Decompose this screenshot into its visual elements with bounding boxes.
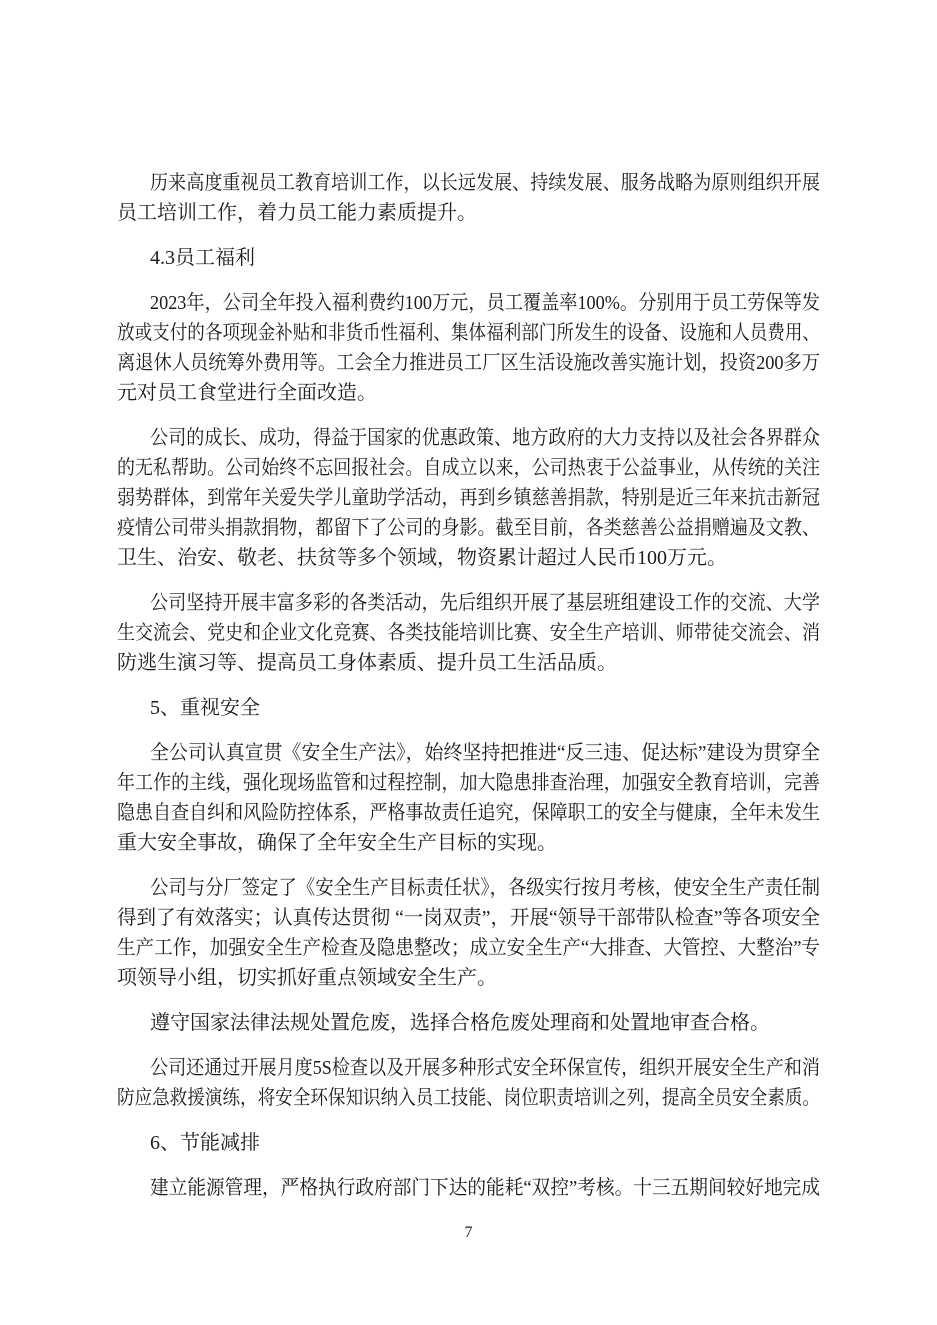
text-line xyxy=(117,198,820,228)
para-welfare-2023 xyxy=(117,288,820,408)
heading-text: 5、重视安全 xyxy=(150,697,260,719)
para-safety-responsibility xyxy=(117,873,820,993)
text-line xyxy=(117,543,820,573)
text-line-content: 离退休人员统筹外费用等。工会全力推进员工厂区生活设施改善实施计划，投资200多万 xyxy=(117,352,820,374)
text-line xyxy=(117,1008,820,1038)
para-safety-law xyxy=(117,738,820,858)
para-activities xyxy=(117,588,820,678)
text-line-content: 生交流会、党史和企业文化竞赛、各类技能培训比赛、安全生产培训、师带徒交流会、消 xyxy=(117,622,820,644)
text-line-content: 公司的成长、成功，得益于国家的优惠政策、地方政府的大力支持以及社会各界群众 xyxy=(150,427,820,449)
text-line xyxy=(117,588,820,618)
text-line-content: 项领导小组，切实抓好重点领域安全生产。 xyxy=(117,967,497,989)
text-line-content: 弱势群体，到常年关爱失学儿童助学活动，再到乡镇慈善捐款，特别是近三年来抗击新冠 xyxy=(117,487,820,509)
text-line xyxy=(117,168,820,198)
para-5s-inspection xyxy=(117,1053,820,1113)
text-line-content: 隐患自查自纠和风险防控体系，严格事故责任追究，保障职工的安全与健康，全年未发生 xyxy=(117,802,820,824)
para-hazardous-waste xyxy=(117,1008,820,1038)
text-line xyxy=(117,1083,820,1113)
text-line xyxy=(117,798,820,828)
heading-5-safety xyxy=(117,693,820,723)
text-line-content: 员工培训工作，着力员工能力素质提升。 xyxy=(117,202,477,224)
text-line-content: 重大安全事故，确保了全年安全生产目标的实现。 xyxy=(117,832,557,854)
text-line xyxy=(117,453,820,483)
text-line xyxy=(117,738,820,768)
text-line xyxy=(117,513,820,543)
text-line-content: 卫生、治安、敬老、扶贫等多个领域，物资累计超过人民币100万元。 xyxy=(117,547,727,569)
text-line-content: 元对员工食堂进行全面改造。 xyxy=(117,382,377,404)
text-line xyxy=(117,618,820,648)
text-line xyxy=(117,1173,820,1203)
text-line-content: 防应急救援演练，将安全环保知识纳入员工技能、岗位职责培训之列，提高全员安全素质。 xyxy=(117,1087,820,1109)
text-line xyxy=(117,768,820,798)
text-line-content: 疫情公司带头捐款捐物，都留下了公司的身影。截至目前，各类慈善公益捐赠遍及文教、 xyxy=(117,517,820,539)
text-line-content: 建立能源管理，严格执行政府部门下达的能耗“双控”考核。十三五期间较好地完成 xyxy=(150,1177,820,1199)
text-line-content: 公司与分厂签定了《安全生产目标责任状》，各级实行按月考核，使安全生产责任制 xyxy=(150,877,820,899)
text-line xyxy=(117,318,820,348)
para-energy-management xyxy=(117,1173,820,1203)
text-line xyxy=(117,648,820,678)
text-line xyxy=(117,828,820,858)
text-line-content: 年工作的主线，强化现场监管和过程控制，加大隐患排查治理，加强安全教育培训，完善 xyxy=(117,772,820,794)
para-charity xyxy=(117,423,820,573)
text-line xyxy=(117,288,820,318)
text-line xyxy=(117,1053,820,1083)
text-line-content: 全公司认真宣贯《安全生产法》，始终坚持把推进“反三违、促达标”建设为贯穿全 xyxy=(150,742,820,764)
text-line-content: 遵守国家法律法规处置危废，选择合格危废处理商和处置地审查合格。 xyxy=(150,1012,770,1034)
text-line xyxy=(117,348,820,378)
text-line xyxy=(117,903,820,933)
heading-text: 6、节能减排 xyxy=(150,1132,260,1154)
page-number: 7 xyxy=(464,1224,473,1241)
text-line xyxy=(117,963,820,993)
text-line-content: 放或支付的各项现金补贴和非货币性福利、集体福利部门所发生的设备、设施和人员费用、 xyxy=(117,322,820,344)
heading-text: 4.3员工福利 xyxy=(150,247,255,269)
text-line-content: 历来高度重视员工教育培训工作，以长远发展、持续发展、服务战略为原则组织开展 xyxy=(150,172,820,194)
text-line-content: 得到了有效落实；认真传达贯彻 “一岗双责”，开展“领导干部带队检查”等各项安全 xyxy=(117,907,820,929)
text-line xyxy=(117,933,820,963)
text-line-content: 公司还通过开展月度5S检查以及开展多种形式安全环保宣传，组织开展安全生产和消 xyxy=(150,1057,820,1079)
text-line-content: 公司坚持开展丰富多彩的各类活动，先后组织开展了基层班组建设工作的交流、大学 xyxy=(150,592,820,614)
heading-4-3-employee-welfare xyxy=(117,243,820,273)
text-line xyxy=(117,873,820,903)
text-line-content: 的无私帮助。公司始终不忘回报社会。自成立以来，公司热衷于公益事业，从传统的关注 xyxy=(117,457,820,479)
text-line xyxy=(117,483,820,513)
text-line-content: 2023年，公司全年投入福利费约100万元，员工覆盖率100%。分别用于员工劳保等发 xyxy=(150,292,820,314)
para-training xyxy=(117,168,820,228)
text-line xyxy=(117,378,820,408)
text-line-content: 防逃生演习等、提高员工身体素质、提升员工生活品质。 xyxy=(117,652,617,674)
heading-6-energy-saving xyxy=(117,1128,820,1158)
text-line xyxy=(117,423,820,453)
document-body xyxy=(117,168,820,1218)
text-line-content: 生产工作，加强安全生产检查及隐患整改；成立安全生产“大排查、大管控、大整治”专 xyxy=(117,937,820,959)
